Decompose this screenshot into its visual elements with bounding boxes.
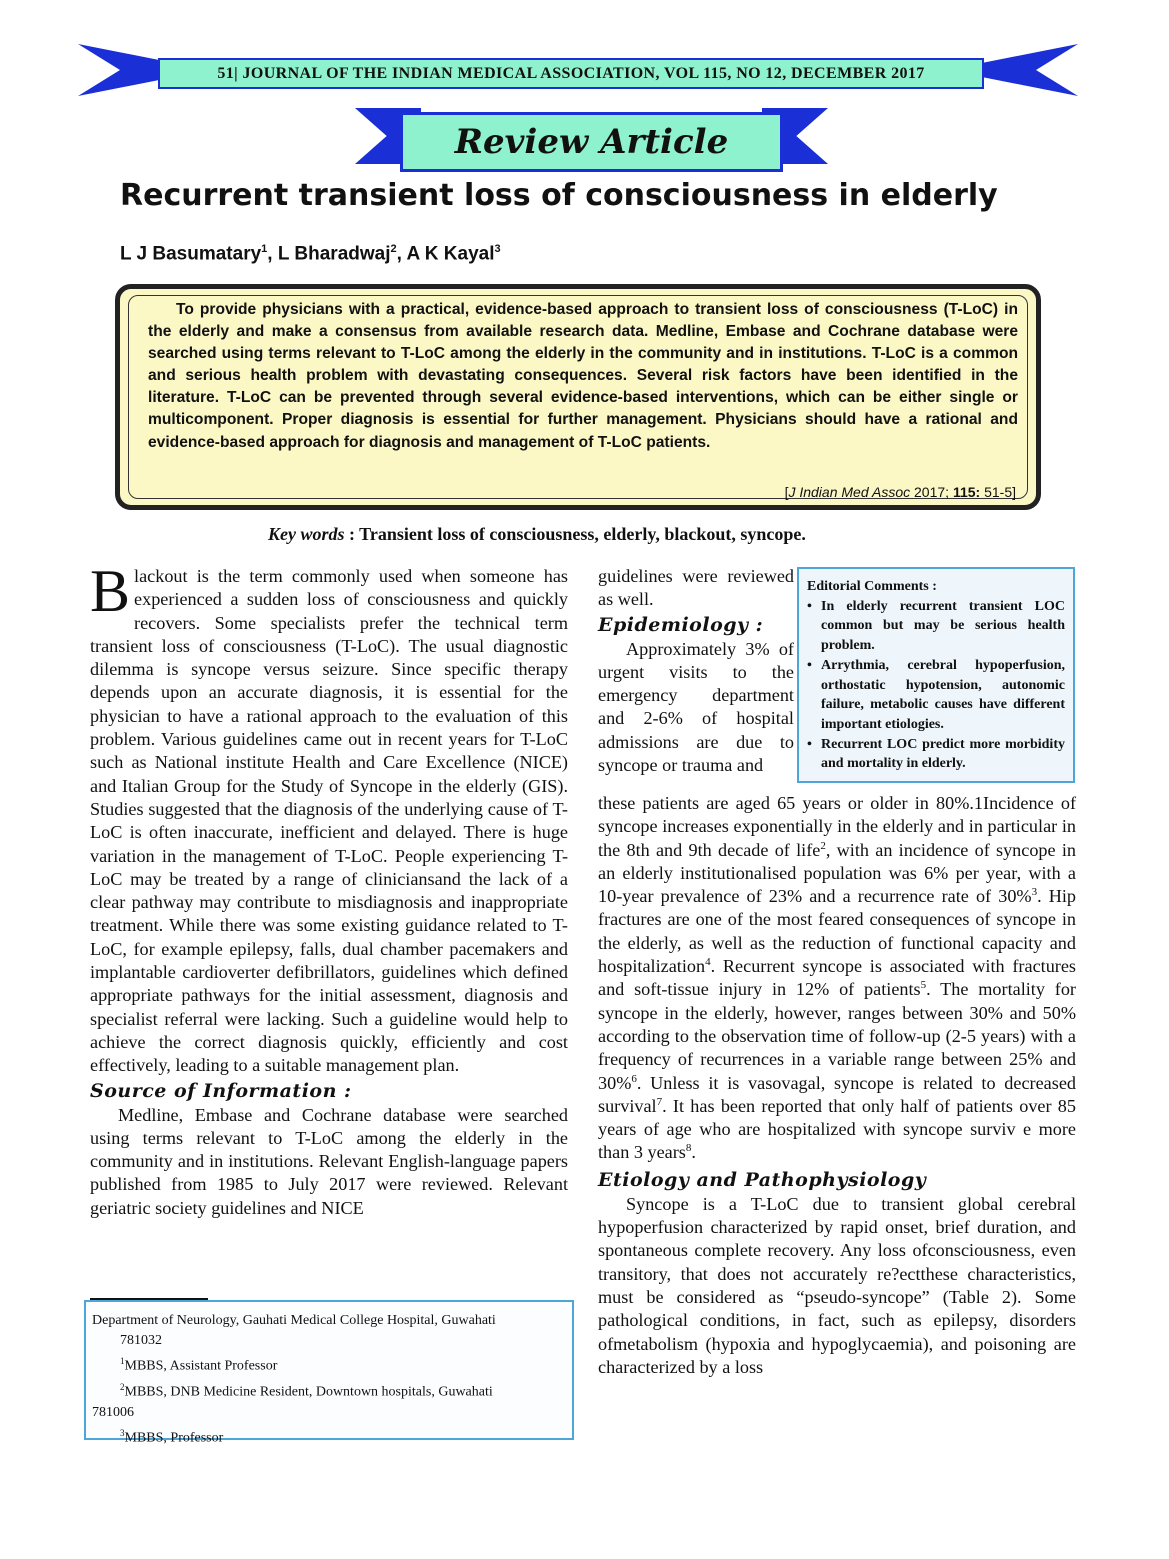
citation-year: 2017; <box>914 484 950 500</box>
citation-pages: 51-5] <box>984 484 1016 500</box>
reference-mark: 6 <box>631 1072 637 1085</box>
epidemiology-paragraph-start: Approximately 3% of urgent visits to the emergency department and 2-6% of hospital admissions are due to syncope or trauma and <box>598 638 794 776</box>
affiliation-mark: 1 <box>120 1356 125 1367</box>
affiliation-2-pin: 781006 <box>92 1405 134 1421</box>
epidemiology-paragraph-continued <box>598 792 1076 1165</box>
keywords <box>268 524 968 545</box>
reference-mark: 2 <box>820 839 826 852</box>
source-paragraph: Medline, Embase and Cochrane database were searched using terms relevant to T-LoC among the elderly in the community and in institutions. Relevant English-language papers published from 1985 to July 2017 were reviewed. Relevant geriatric society guidelines and NICE <box>90 1104 568 1218</box>
reference-mark: 3 <box>1031 886 1038 899</box>
abstract-text: To provide physicians with a practical, evidence-based approach to transient loss of consciousness (T-LoC) in the elderly and make a consensus from available research data. Medline, Embase and Cochrane database were searched using terms relevant to T-LoC among the elderly in the community and in institutions. T-LoC is a common and serious health problem with devastating consequences. Several risk factors have been identified in the literature. T-LoC can be prevented through several evidence-based interventions, which can be either single or multicomponent. Proper diagnosis is essential for further management. Physicians should have a rational and evidence-based approach for diagnosis and management of T-LoC patients. <box>148 301 1018 451</box>
citation-volume: 115: <box>952 484 981 500</box>
affiliation-dept-pin: 781032 <box>120 1333 162 1349</box>
affiliation-dept: Department of Neurology, Gauhati Medical College Hospital, Guwahati <box>92 1313 496 1328</box>
epi-text: . <box>691 1142 696 1163</box>
article-title: Recurrent transient loss of consciousness in elderly <box>120 178 998 213</box>
reference-mark: 4 <box>705 956 711 969</box>
epi-text: . Recurrent syncope is associated with fractures and soft-tissue injury in 12% of patients <box>598 956 1076 1000</box>
section-heading-epidemiology: Epidemiology : <box>598 613 764 636</box>
editorial-list <box>807 597 1065 774</box>
author-name: A K Kayal <box>406 243 495 265</box>
intro-paragraph <box>90 558 568 1078</box>
continuation-paragraph: guidelines were reviewed as well. <box>598 566 794 610</box>
editorial-item: • Arrythmia, cerebral hypoperfusion, orthostatic hypotension, autonomic failure, metabolic causes have different important etiologies. <box>807 656 1065 735</box>
editorial-item: • In elderly recurrent transient LOC common but may be serious health problem. <box>807 597 1065 656</box>
keywords-label: Key words <box>268 524 345 544</box>
epi-text: . The mortality for syncope in the elderly, however, ranges between 30% and 50% according to the observation time of follow-up (2-5 years) with a frequency of recurrences in a variable range between 25% and 30% <box>598 979 1076 1093</box>
citation <box>600 484 1016 500</box>
section-heading-source: Source of Information : <box>90 1079 352 1102</box>
article-type-label: Review Article <box>454 122 729 162</box>
intro-text: lackout is the term commonly used when someone has experienced a sudden loss of consciousness and quickly recovers. Some specialists prefer the technical term transient loss of consciousness (T-LoC). The usual diagnostic dilemma is syncope versus seizure. Since specific therapy depends upon an accurate diagnosis, it is essential for the physician to have a rational approach to the evaluation of this problem. Various guidelines came out in recent years for T-LoC such as National institute Health and Care Excellence (NICE) and Italian Group for the Study of Syncope in the elderly (GIS). Studies suggested that the diagnosis of the underlying cause of T-LoC is often inaccurate, inefficient and delayed. There is huge variation in the management of T-LoC. People experiencing T-LoC may be treated by a range of cliniciansand the lack of a clear pathway may contribute to misdiagnosis and inappropriate treatment. While there was some existing guidance related to T-LoC, for example epilepsy, falls, dual chamber pacemakers and implantable cardioverter defibrillators, guidelines which defined appropriate pathways for the initial assessment, diagnosis and specialist referral were lacking. Such a guideline would help to achieve the correct diagnosis quickly, efficiently and cost effectively, leading to a suitable management plan. <box>90 566 568 1076</box>
author-list: L J Basumatary$^1$, L Bharadwaj$^2$, A K Kayal$^3$ <box>120 243 501 265</box>
editorial-comments-box <box>797 567 1075 783</box>
body-column-right-narrow <box>598 565 794 777</box>
author-affiliation-mark: 3 <box>494 243 501 255</box>
epi-text: , with an incidence of syncope in an elderly institutionalised population was 6% per year, with a 10-year prevalence of 23% and a recurrence rate of 30% <box>598 839 1077 907</box>
keywords-text: Transient loss of consciousness, elderly, blackout, syncope. <box>359 524 806 544</box>
body-column-right <box>598 792 1076 1379</box>
author-affiliation-mark: 1 <box>261 243 268 255</box>
keywords-separator: : <box>344 524 360 544</box>
header-arrow-right-icon <box>978 44 1078 96</box>
affiliation-text: MBBS, DNB Medicine Resident, Downtown hospitals, Guwahati <box>124 1384 493 1400</box>
author-name: L J Basumatary <box>120 243 262 265</box>
citation-bracket: [ <box>784 484 789 500</box>
affiliation-mark: 3 <box>120 1428 125 1439</box>
section-heading-etiology: Etiology and Pathophysiology <box>598 1168 927 1191</box>
epi-text: . Unless it is vasovagal, syncope is related to decreased survival <box>598 1072 1076 1116</box>
affiliation-text: MBBS, Professor <box>124 1430 224 1446</box>
editorial-title: Editorial Comments : <box>807 579 937 594</box>
affiliation-3 <box>92 1423 566 1449</box>
drop-cap: B <box>90 558 131 624</box>
editorial-item: • Recurrent LOC predict more morbidity and mortality in elderly. <box>807 735 1065 774</box>
epi-text: . Hip fractures are one of the most feared consequences of syncope in the elderly, as well as the reduction of functional capacity and hospitalization <box>598 886 1076 977</box>
citation-journal: J Indian Med Assoc <box>788 484 911 500</box>
affiliation-text: MBBS, Assistant Professor <box>124 1359 278 1375</box>
article-type-ribbon <box>400 112 783 172</box>
author-name: L Bharadwaj <box>277 243 391 265</box>
affiliation-1 <box>92 1351 566 1377</box>
affiliation-2 <box>92 1377 566 1403</box>
body-column-left <box>90 558 568 1220</box>
etiology-paragraph: Syncope is a T-LoC due to transient global cerebral hypoperfusion characterized by rapid onset, brief duration, and spontaneous complete recovery. Any loss ofconsciousness, even transitory, that does not accurately re?ectthese characteristics, must be considered as “pseudo-syncope” (Table 2). Some pathological conditions, in fact, such as epilepsy, disorders ofmetabolism (hypoxia and hypoglycaemia), and poisoning are characterized by a loss <box>598 1193 1076 1377</box>
reference-mark: 8 <box>685 1142 692 1155</box>
affiliation-box <box>84 1300 574 1446</box>
journal-line: 51| JOURNAL OF THE INDIAN MEDICAL ASSOCIATION, VOL 115, NO 12, DECEMBER 2017 <box>217 64 925 82</box>
epi-text: these patients are aged 65 years or older in 80%.1Incidence of syncope increases exponentially in the elderly and in particular in the 8th and 9th decade of life <box>598 793 1076 860</box>
author-affiliation-mark: 2 <box>390 243 397 255</box>
reference-mark: 5 <box>920 979 927 992</box>
journal-header <box>158 58 984 89</box>
reference-mark: 7 <box>656 1095 663 1108</box>
affiliation-mark: 2 <box>120 1382 125 1393</box>
epi-text: . It has been reported that only half of patients over 85 years of age who are hospitalized with syncope surviv e more than 3 years <box>598 1095 1076 1163</box>
